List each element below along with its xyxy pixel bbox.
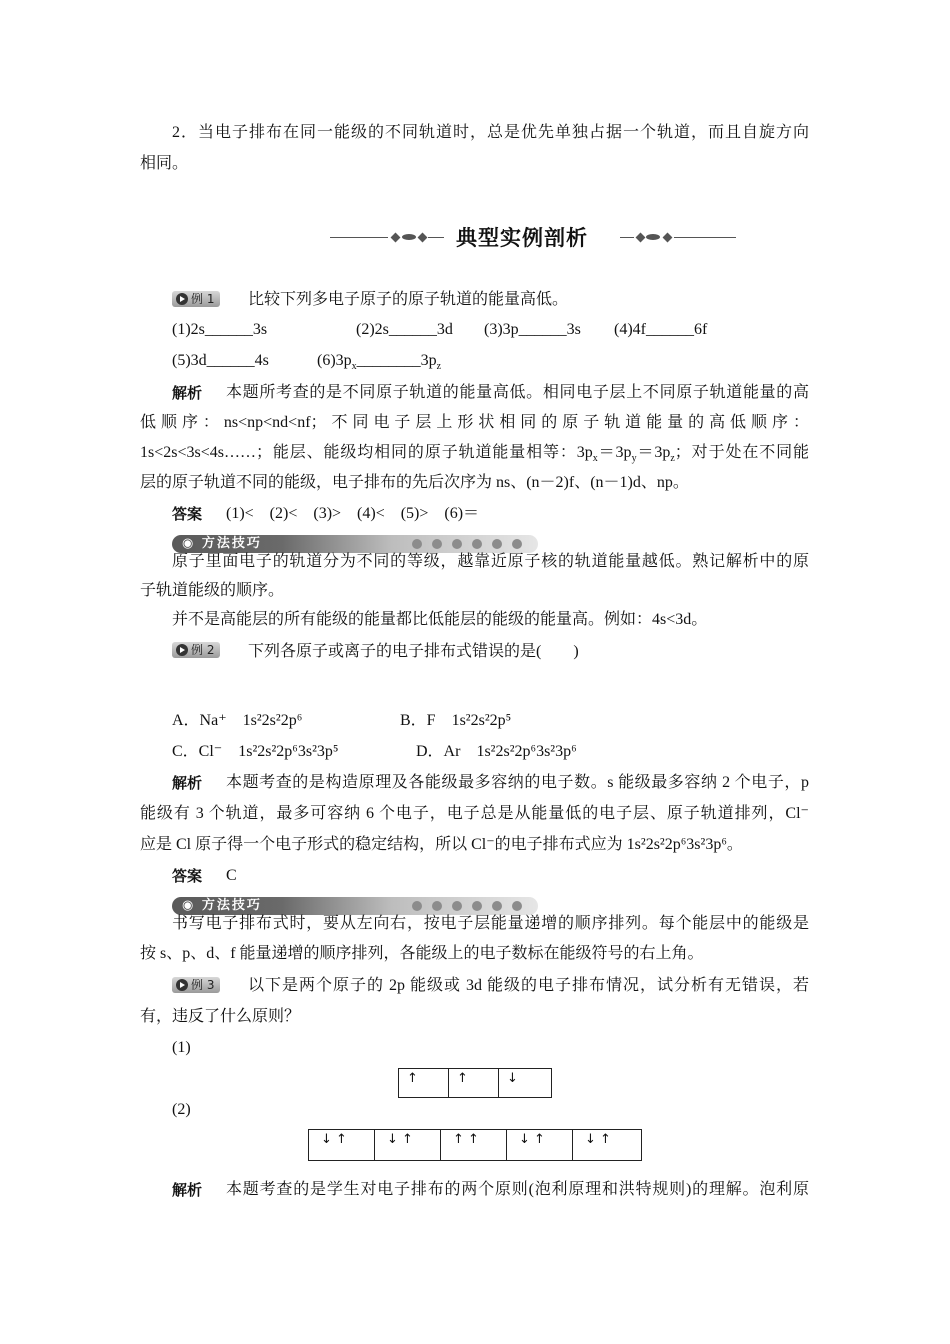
example-badge (172, 642, 220, 658)
ex1-item-6: $(6)3p_x\_\_\_\_\_\_\_\_3p_z$ (317, 352, 442, 373)
banner-dot-icon (472, 901, 482, 911)
analysis-text: 本题考查的是学生对电子排布的两个原则(泡利原理和洪特规则)的理解。泡利原 (226, 1181, 809, 1198)
answer-text: C (226, 867, 237, 884)
answer-label: 答案 (172, 867, 203, 885)
heading-rule-left (428, 237, 444, 238)
orbital-box: ↓ ↑ (375, 1130, 441, 1160)
option-b: B．F 1s²2s²2p⁵ (400, 712, 512, 729)
example-question: 以下是两个原子的 2p 能级或 3d 能级的电子排布情况，试分析有无错误，若 (248, 977, 809, 994)
banner-dot-icon (512, 901, 522, 911)
orbital-box: ↓ (507, 1071, 518, 1086)
analysis-text: 本题考查的是构造原理及各能级最多容纳的电子数。s 能级最多容纳 2 个电子，p (226, 774, 809, 791)
banner-dot-icon (432, 901, 442, 911)
banner-dot-icon (412, 539, 422, 549)
ex1-item: (4)4f______6f (614, 321, 708, 338)
example-badge (172, 977, 220, 993)
orbital-box: ↑ (399, 1069, 449, 1097)
ex1-item: (5)3d______4s (172, 352, 269, 369)
analysis-label: 解析 (172, 774, 203, 792)
ex1-item: (3)3p______3s (484, 321, 581, 338)
analysis-text: 本题所考查的是不同原子轨道的能量高低。相同电子层上不同原子轨道能量的高 (226, 384, 809, 401)
example-badge-label: 例 1 (191, 292, 215, 306)
orbital-box: ↓ ↑ (507, 1130, 573, 1160)
banner-dot-icon (492, 901, 502, 911)
method-text: 书写电子排布式时，要从左向右，按电子层能量递增的顺序排列。每个能层中的能级是 (172, 915, 809, 932)
analysis-text: 应是 Cl 原子得一个电子形式的稳定结构，所以 Cl⁻的电子排布式应为 1s²2s²2p⁶3s²3p⁶。 (140, 836, 743, 853)
analysis-text: 层的原子轨道不同的能级，电子排布的先后次序为 ns、(n－2)f、(n－1)d、np。 (140, 474, 689, 491)
method-text: 原子里面电子的轨道分为不同的等级，越靠近原子核的轨道能量越低。熟记解析中的原 (172, 553, 809, 570)
method-banner (172, 897, 538, 915)
ex1-item: (2)2s______3d (356, 321, 453, 338)
ex1-item: (1)2s______3s (172, 321, 268, 338)
section-title: 典型实例剖析 (456, 226, 588, 250)
heading-diamond-icon (663, 233, 673, 243)
play-icon (176, 644, 188, 656)
heading-diamond-icon (418, 233, 428, 243)
play-icon (176, 293, 188, 305)
method-banner-label: ◉ 方法技巧 (182, 536, 262, 551)
answer-label: 答案 (172, 505, 203, 523)
play-icon (176, 979, 188, 991)
method-banner (172, 535, 538, 553)
heading-rule-left (330, 237, 388, 238)
diagram-label: (1) (172, 1039, 191, 1056)
banner-dot-icon (512, 539, 522, 549)
method-banner-label: ◉ 方法技巧 (182, 898, 262, 913)
example-question: 下列各原子或离子的电子排布式错误的是( ) (248, 643, 579, 660)
example-badge-label: 例 3 (191, 978, 215, 992)
example-badge-label: 例 2 (191, 643, 215, 657)
banner-dot-icon (432, 539, 442, 549)
heading-diamond-icon (391, 233, 401, 243)
analysis-label: 解析 (172, 384, 203, 402)
heading-diamond-icon (636, 233, 646, 243)
example-question: 有，违反了什么原则？ (140, 1008, 301, 1025)
analysis-text: 能级有 3 个轨道，最多可容纳 6 个电子，电子总是从能量低的电子层、原子轨道排列，Cl⁻ (140, 805, 809, 822)
heading-ornament-icon (402, 234, 416, 240)
analysis-label: 解析 (172, 1181, 203, 1199)
orbital-box: ↓ ↑ (309, 1130, 375, 1160)
method-text: 按 s、p、d、f 能量递增的顺序排列，各能级上的电子数标在能级符号的右上角。 (140, 945, 704, 962)
analysis-text: 低顺序：ns<np<nd<nf；不同电子层上形状相同的原子轨道能量的高低顺序： (140, 414, 809, 431)
heading-rule-right (674, 237, 736, 238)
orbital-diagram-1 (398, 1068, 552, 1098)
diagram-label: (2) (172, 1101, 191, 1118)
banner-dot-icon (472, 539, 482, 549)
analysis-text: 1s<2s<3s<4s……；能层、能级均相同的原子轨道能量相等：$3p_x=3p_y=3p_z$；对于处在不同能 (140, 444, 809, 465)
method-text: 子轨道能级的顺序。 (140, 582, 285, 599)
intro-line-2: 相同。 (140, 155, 189, 172)
example-badge (172, 291, 220, 307)
orbital-diagram-2 (308, 1129, 642, 1161)
orbital-box: ↑ (449, 1069, 499, 1097)
orbital-box: ↑ ↑ (441, 1130, 507, 1160)
banner-dot-icon (492, 539, 502, 549)
example-question: 比较下列多电子原子的原子轨道的能量高低。 (248, 291, 569, 308)
heading-rule-right (620, 237, 634, 238)
option-c: C．Cl⁻ 1s²2s²2p⁶3s²3p⁵ (172, 743, 339, 760)
banner-dot-icon (452, 901, 462, 911)
banner-dot-icon (412, 901, 422, 911)
option-d: D．Ar 1s²2s²2p⁶3s²3p⁶ (416, 743, 577, 760)
heading-ornament-icon (646, 234, 660, 240)
answer-text: (1)< (2)< (3)> (4)< (5)> (6)＝ (226, 505, 480, 522)
banner-dot-icon (452, 539, 462, 549)
intro-line-1: 2．当电子排布在同一能级的不同轨道时，总是优先单独占据一个轨道，而且自旋方向 (172, 124, 809, 141)
method-text: 并不是高能层的所有能级的能量都比低能层的能级的能量高。例如：4s<3d。 (172, 611, 708, 628)
option-a: A．Na⁺ 1s²2s²2p⁶ (172, 712, 303, 729)
orbital-box: ↓ ↑ (585, 1132, 611, 1147)
